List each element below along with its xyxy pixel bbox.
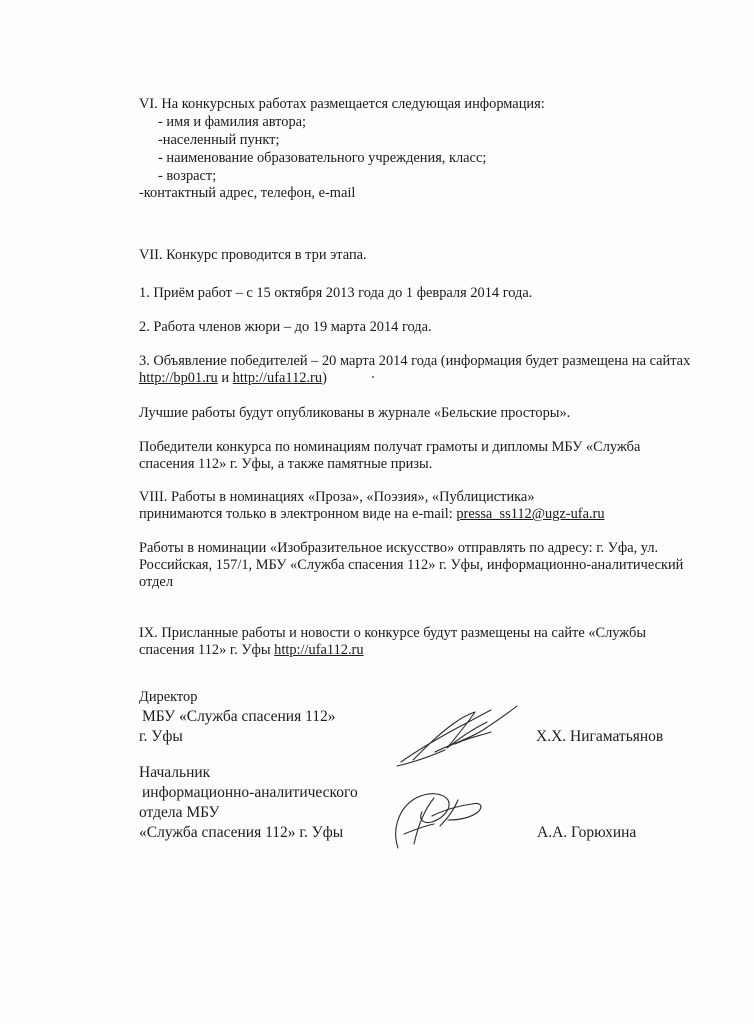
- director-signature-icon: [395, 700, 525, 770]
- head-signature-icon: [388, 786, 488, 852]
- winners-line-2: спасения 112» г. Уфы, а также памятные призы.: [139, 456, 433, 472]
- art-line-1: Работы в номинации «Изобразительное искусство» отправлять по адресу: г. Уфа, ул.: [139, 540, 659, 556]
- section-vi-item-age: - возраст;: [158, 168, 217, 184]
- section-vi-item-contacts: -контактный адрес, телефон, e-mail: [139, 185, 356, 201]
- and-text: и: [217, 370, 233, 386]
- director-title: Директор: [139, 689, 198, 705]
- section-vi-item-school: - наименование образовательного учреждения, класс;: [158, 150, 487, 166]
- section-viii-line-1: VIII. Работы в номинациях «Проза», «Поэзия», «Публицистика»: [139, 489, 535, 505]
- head-title: Начальник: [139, 764, 211, 781]
- email-link[interactable]: pressa_ss112@ugz-ufa.ru: [456, 506, 605, 522]
- director-city: г. Уфы: [139, 728, 183, 745]
- art-line-2: Российская, 157/1, МБУ «Служба спасения 112» г. Уфы, информационно-аналитический: [139, 557, 684, 573]
- best-works-text: Лучшие работы будут опубликованы в журнале «Бельские просторы».: [139, 405, 571, 421]
- close-paren: ): [322, 370, 327, 386]
- winners-line-1: Победители конкурса по номинациям получат грамоты и дипломы МБУ «Служба: [139, 439, 641, 455]
- section-ix-line-2: [139, 641, 364, 659]
- art-line-3: отдел: [139, 574, 173, 590]
- stage-2: 2. Работа членов жюри – до 19 марта 2014 года.: [139, 319, 432, 335]
- head-department-2: отдела МБУ: [139, 804, 220, 821]
- ufa112-link[interactable]: http://ufa112.ru: [232, 370, 323, 386]
- bp01-link[interactable]: http://bp01.ru: [139, 370, 218, 386]
- stage-1: 1. Приём работ – с 15 октября 2013 года до 1 февраля 2014 года.: [139, 285, 533, 301]
- head-org: «Служба спасения 112» г. Уфы: [139, 824, 344, 841]
- ix-prefix: спасения 112» г. Уфы: [139, 642, 275, 658]
- section-ix-line-1: IX. Присланные работы и новости о конкурсе будут размещены на сайте «Службы: [139, 625, 647, 641]
- section-vi-item-name: - имя и фамилия автора;: [158, 114, 307, 130]
- stage-3-line-2: [139, 369, 327, 387]
- section-vi-item-locality: -населенный пункт;: [158, 132, 280, 148]
- head-department: информационно-аналитического: [142, 784, 358, 801]
- head-name: А.А. Горюхина: [537, 824, 637, 841]
- director-org: МБУ «Служба спасения 112»: [142, 708, 336, 725]
- section-viii-line-2: [139, 505, 605, 523]
- scan-speck: [372, 376, 374, 378]
- section-vi-heading: VI. На конкурсных работах размещается следующая информация:: [139, 96, 545, 112]
- ix-link[interactable]: http://ufa112.ru: [274, 642, 364, 658]
- stage-3-line-1: 3. Объявление победителей – 20 марта 2014 года (информация будет размещена на сайтах: [139, 353, 691, 369]
- director-name: Х.Х. Нигаматьянов: [536, 728, 664, 745]
- email-prefix: принимаются только в электронном виде на e-mail:: [139, 506, 457, 522]
- section-vii-heading: VII. Конкурс проводится в три этапа.: [139, 247, 367, 263]
